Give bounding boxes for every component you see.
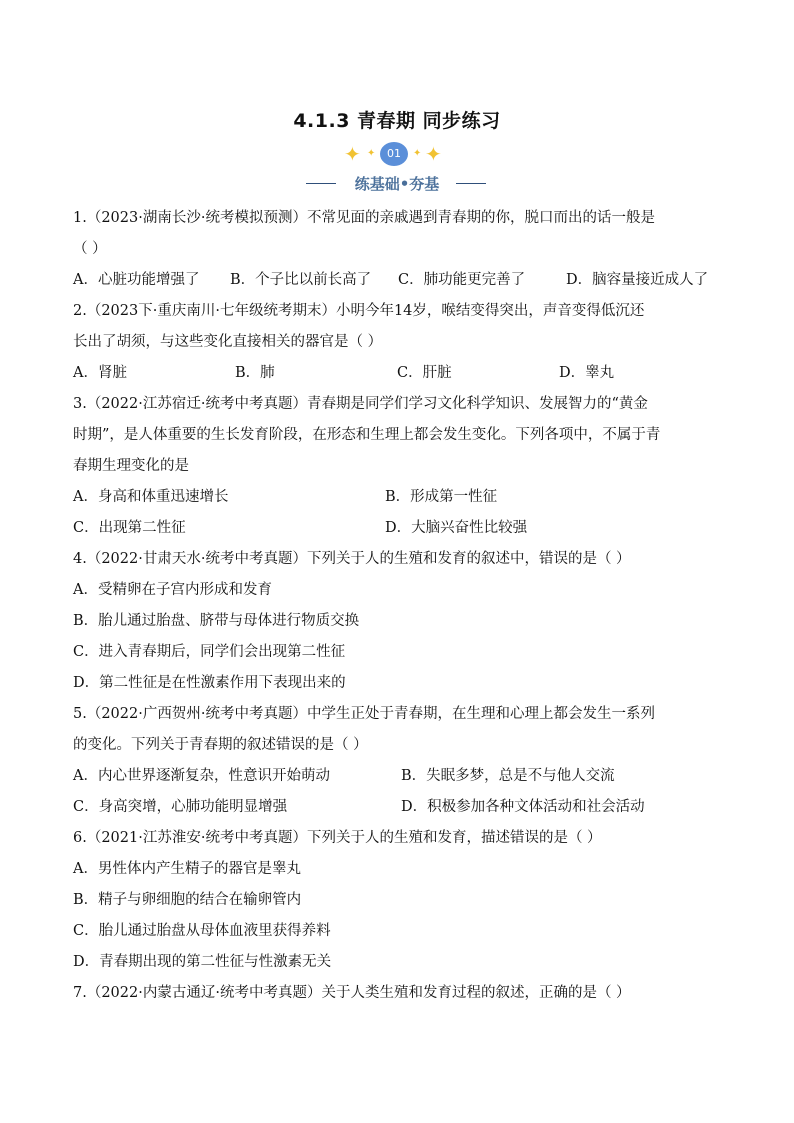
option-c: C．肺功能更完善了 [398, 272, 526, 288]
option-d: D．积极参加各种文体活动和社会活动 [401, 799, 645, 815]
option-b: B．胎儿通过胎盘、脐带与母体进行物质交换 [73, 613, 360, 629]
question-2-options [73, 358, 723, 389]
question-3-options-row1 [73, 482, 723, 513]
question-4-stem: 4.（2022·甘肃天水·统考中考真题）下列关于人的生殖和发育的叙述中，错误的是（ ） [73, 551, 631, 567]
question-3-options-row2 [73, 513, 723, 544]
option-d: D．青春期出现的第二性征与性激素无关 [73, 954, 332, 970]
option-d: D．睾丸 [559, 365, 615, 381]
question-6-stem: 6.（2021·江苏淮安·统考中考真题）下列关于人的生殖和发育，描述错误的是（ ） [73, 830, 602, 846]
option-d: D．第二性征是在性激素作用下表现出来的 [73, 675, 346, 691]
option-b: B．失眠多梦，总是不与他人交流 [401, 768, 615, 784]
option-c: C．出现第二性征 [73, 520, 186, 536]
option-d: D．大脑兴奋性比较强 [385, 520, 528, 536]
question-5-stem: 5.（2022·广西贺州·统考中考真题）中学生正处于青春期，在生理和心理上都会发生一系列 [73, 706, 655, 722]
section-number-badge: 01 [380, 142, 408, 166]
question-5-options-row2 [73, 792, 723, 823]
question-5-stem-cont: 的变化。下列关于青春期的叙述错误的是（ ） [73, 737, 368, 753]
page-title: 4.1.3 青春期 同步练习 [293, 110, 501, 132]
section-header [0, 173, 794, 195]
question-3-stem: 3.（2022·江苏宿迁·统考中考真题）青春期是同学们学习文化科学知识、发展智力的“黄金 [73, 396, 648, 412]
option-c: C．肝脏 [397, 365, 452, 381]
question-1-options [73, 265, 723, 296]
question-3-stem-cont: 时期”，是人体重要的生长发育阶段，在形态和生理上都会发生变化。下列各项中，不属于青 [73, 427, 661, 443]
section-divider-right [456, 183, 486, 184]
question-1-stem: 1.（2023·湖南长沙·统考模拟预测）不常见面的亲戚遇到青春期的你，脱口而出的话一般是 [73, 210, 655, 226]
option-a: A．内心世界逐渐复杂，性意识开始萌动 [73, 768, 330, 784]
question-5-options-row1 [73, 761, 723, 792]
option-c: C．身高突增，心肺功能明显增强 [73, 799, 288, 815]
option-a: A．心脏功能增强了 [73, 272, 200, 288]
question-2-stem-cont: 长出了胡须，与这些变化直接相关的器官是（ ） [73, 334, 383, 350]
option-c: C．进入青春期后，同学们会出现第二性征 [73, 644, 346, 660]
option-a: A．肾脏 [73, 365, 127, 381]
question-7-stem: 7.（2022·内蒙古通辽·统考中考真题）关于人类生殖和发育过程的叙述，正确的是（ ） [73, 985, 631, 1001]
option-a: A．男性体内产生精子的器官是睾丸 [73, 861, 301, 877]
option-b: B．肺 [235, 365, 275, 381]
question-1-answer-blank: （ ） [73, 241, 107, 257]
sparkle-icon: ✦ [425, 142, 442, 166]
option-d: D．脑容量接近成人了 [566, 272, 709, 288]
sparkle-icon: ✦ [344, 142, 361, 166]
sparkle-small-icon: ✦ [413, 148, 422, 159]
sparkle-small-icon: ✦ [367, 148, 376, 159]
option-b: B．精子与卵细胞的结合在输卵管内 [73, 892, 302, 908]
option-b: B．形成第一性征 [385, 489, 498, 505]
section-label: 练基础•夯基 [354, 175, 440, 193]
question-3-stem-end: 春期生理变化的是 [73, 458, 189, 474]
option-a: A．受精卵在子宫内形成和发育 [73, 582, 272, 598]
option-b: B．个子比以前长高了 [230, 272, 372, 288]
question-list [73, 203, 723, 1009]
question-2-stem: 2.（2023下·重庆南川·七年级统考期末）小明今年14岁，喉结变得突出，声音变得低沉还 [73, 303, 645, 319]
section-badge-row [0, 142, 794, 168]
section-divider-left [306, 183, 336, 184]
option-a: A．身高和体重迅速增长 [73, 489, 229, 505]
option-c: C．胎儿通过胎盘从母体血液里获得养料 [73, 923, 331, 939]
